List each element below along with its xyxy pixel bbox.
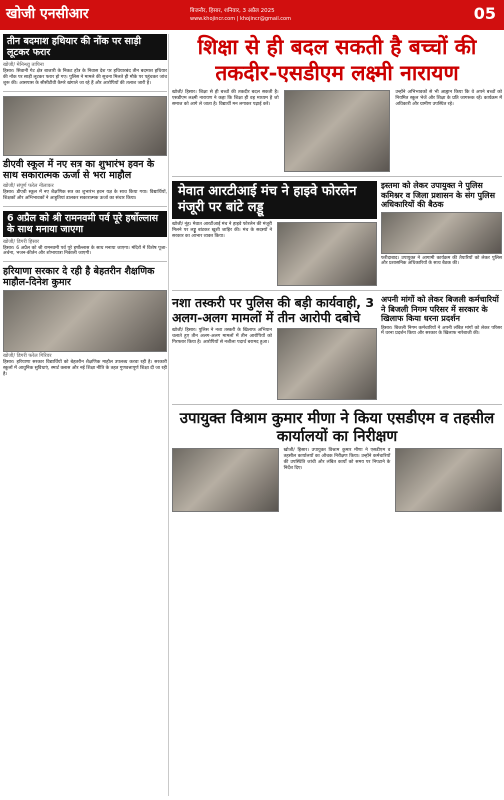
meeting-body: फरीदाबाद। उपायुक्त ने आगामी कार्यक्रम की तैयारियों को लेकर पुलिस और प्रशासनिक अधिकारियों के साथ बैठक की। xyxy=(381,255,502,267)
lead-headline: शिक्षा से ही बदल सकती है बच्चों की तकदीर-एसडीएम लक्ष्मी नारायण xyxy=(197,34,477,85)
divider xyxy=(3,261,167,262)
right-column xyxy=(172,34,502,516)
rti-body: खोजी/ नूंह। मेवात आरटीआई मंच ने हाइवे फोरलेन की मंजूरी मिलने पर लड्डू बांटकर खुशी जाहिर की। मंच के सदस्यों ने सरकार का आभार व्यक्त किया। xyxy=(172,222,272,239)
story-headline: डीएवी स्कूल में नए सत्र का शुभारंभ हवन के साथ सकारात्मक ऊर्जा से भरा माहौल xyxy=(3,158,155,181)
lead-story xyxy=(172,90,502,172)
inspection-body: खोजी/ हिसार। उपायुक्त विश्राम कुमार मीणा ने एसडीएम व तहसील कार्यालयों का औचक निरीक्षण किया। उन्होंने कर्मचारियों की उपस्थिति जांची और लंबित कार्यों को समय पर निपटाने के निर्देश दिए। xyxy=(283,448,391,471)
story-robbery xyxy=(3,34,167,87)
story-body: हिसार। हरियाणा सरकार विद्यार्थियों को बेहतरीन शैक्षणिक माहौल उपलब्ध करवा रही है। सरकारी स्कूलों में आधुनिक सुविधाएं, स्मार्ट क्लास और नई शिक्षा नीति के तहत गुणवत्तापूर्ण शिक्षा दी जा रही है। xyxy=(3,360,167,378)
rti-photo xyxy=(277,222,377,286)
story-dav-school xyxy=(3,96,167,202)
inspection-photo-2 xyxy=(395,448,502,512)
protest-headline: अपनी मांगों को लेकर बिजली कर्मचारियों ने बिजली निगम परिसर में सरकार के खिलाफ किया धरना प्रदर्शन xyxy=(381,295,499,323)
story-body: हिसार। सिवानी गेट क्षेत्र बाजारी के निकट होंत्र के निवास देश पर हथियारबंद तीन बदमाश हथियार की नोंक पर साड़ी लूटकर फरार हो गए। पुलिस ने मामले की सूचना मिलते ही मौके पर पहुंचकर जांच शुरू की। आसपास के सीसीटीवी कैमरे खंगाले जा रहे हैं और आरोपियों की तलाश जारी है। xyxy=(3,69,167,86)
lead-body-right: उन्होंने अभिभावकों से भी आह्वान किया कि वे अपने बच्चों को नियमित स्कूल भेजें और शिक्षा के प्रति जागरूक रहें। कार्यक्रम में अधिकारी और ग्रामीण उपस्थित रहे। xyxy=(395,90,502,107)
rti-headline: मेवात आरटीआई मंच ने हाइवे फोरलेन मंजूरी पर बांटे लड्डू xyxy=(172,181,377,219)
story-headline: 6 अप्रैल को श्री रामनवमी पर्व पूरे हर्षोल्लास के साथ मनाया जाएगा xyxy=(3,211,167,237)
story-byline: खोजी/ डिगरी फरेल गिरिवर xyxy=(3,353,52,360)
divider xyxy=(3,91,167,92)
story-ramnavami xyxy=(3,211,167,258)
police-headline: नशा तस्करी पर पुलिस की बड़ी कार्यवाही, 3 अलग-अलग मामलों में तीन आरोपी दबोचे xyxy=(172,295,375,325)
story-byline: खोजी/ संपूर्ण फरेल नीलाकर xyxy=(3,182,54,189)
left-column xyxy=(3,34,167,382)
newspaper-name: खोजी एनसीआर xyxy=(6,6,89,22)
bottom-story xyxy=(172,409,502,512)
meeting-photo xyxy=(381,212,502,254)
masthead xyxy=(0,0,504,30)
column-divider xyxy=(168,34,169,796)
lead-photo xyxy=(284,90,391,172)
masthead-contact: www.khojincr.com | khojincr@gmail.com xyxy=(190,16,291,22)
story-education xyxy=(3,266,167,378)
masthead-dateline: बिजनौर, हिसार, शनिवार, 3 अप्रैल 2025 xyxy=(190,8,275,14)
story-headline: तीन बदमाश हथियार की नोंक पर साड़ी लूटकर फरार xyxy=(3,34,167,60)
education-photo xyxy=(3,290,167,352)
police-photo xyxy=(277,328,377,400)
page-number: 05 xyxy=(473,4,496,23)
divider xyxy=(172,176,502,177)
inspection-photo xyxy=(172,448,279,512)
story-body: हिसार। डीएवी स्कूल में नए शैक्षणिक सत्र का शुभारंभ हवन यज्ञ के साथ किया गया। विद्यार्थियों, शिक्षकों और अभिभावकों ने आहुतियां डालकर सकारात्मक ऊर्जा का संचार किया। xyxy=(3,189,167,201)
story-body: हिसार। 6 अप्रैल को श्री रामनवमी पर्व पूरे हर्षोल्लास के साथ मनाया जाएगा। मंदिरों में विशेष पूजा-अर्चना, भजन-कीर्तन और शोभायात्रा निकाली जाएगी। xyxy=(3,245,167,257)
story-headline: हरियाणा सरकार दे रही है बेहतरीन शैक्षणिक माहौल-दिनेश कुमार xyxy=(3,266,155,289)
lead-body-left: खोजी/ हिसार। शिक्षा से ही बच्चों की तकदीर बदल सकती है। एसडीएम लक्ष्मी नारायण ने कहा कि शिक्षा ही वह माध्यम है जो समाज को आगे ले जाता है। विद्यार्थी मन लगाकर पढ़ाई करें। xyxy=(172,90,279,107)
divider xyxy=(172,290,502,291)
section-police xyxy=(172,295,502,400)
inspection-headline: उपायुक्त विश्राम कुमार मीणा ने किया एसडीएम व तहसील कार्यालयों का निरीक्षण xyxy=(179,409,495,445)
meeting-headline: इस्तमा को लेकर उपायुक्त ने पुलिस कमिश्नर व जिला प्रशासन के संग पुलिस अधिकारियों की बैठक xyxy=(381,181,496,209)
divider xyxy=(3,206,167,207)
police-body: खोजी/ हिसार। पुलिस ने नशा तस्करी के खिलाफ अभियान चलाते हुए तीन अलग-अलग मामलों में तीन आरोपियों को गिरफ्तार किया है। आरोपियों से नशीला पदार्थ बरामद हुआ। xyxy=(172,328,272,345)
story-byline: खोजी/ डिगरी हिसार xyxy=(3,238,40,245)
section-rti xyxy=(172,181,502,286)
protest-body: हिसार। बिजली निगम कर्मचारियों ने अपनी लंबित मांगों को लेकर परिसर में धरना प्रदर्शन किया और सरकार के खिलाफ नारेबाजी की। xyxy=(381,325,502,337)
story-byline: खोजी/ मेनिन्ध्यु तापिना xyxy=(3,62,44,68)
school-photo xyxy=(3,96,167,156)
divider xyxy=(172,404,502,405)
